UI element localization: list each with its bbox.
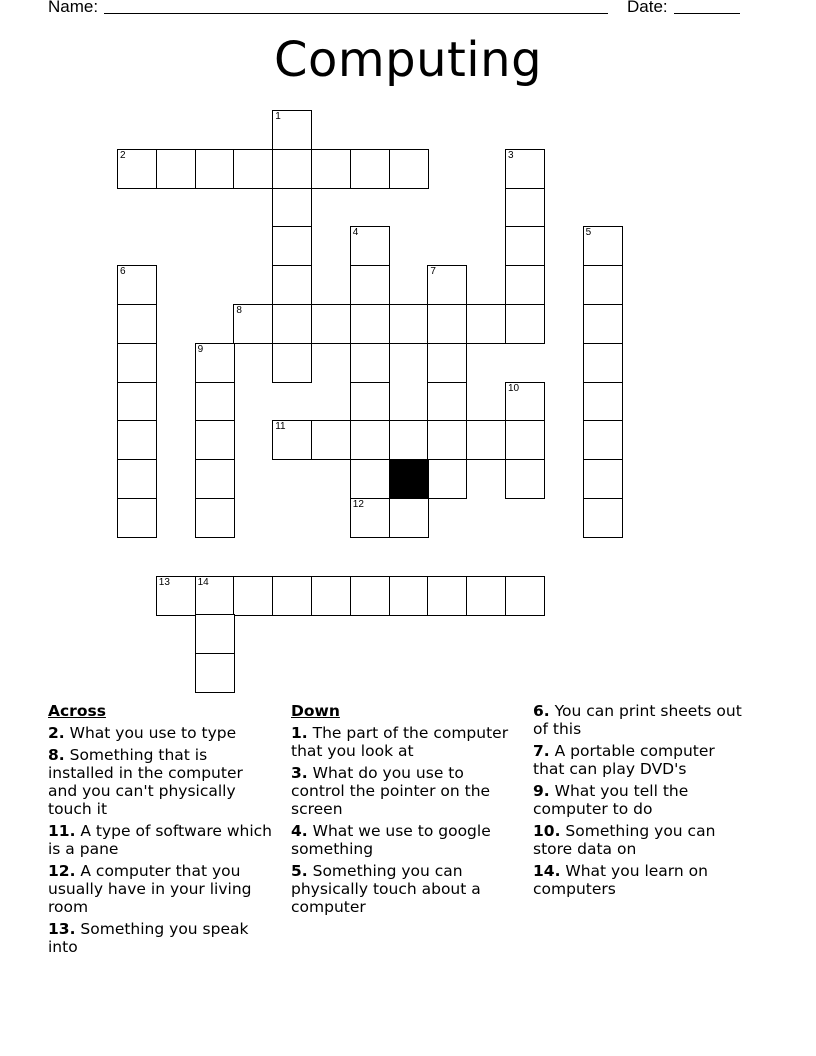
grid-cell[interactable] <box>118 266 156 304</box>
grid-cell[interactable] <box>234 577 272 615</box>
grid-cell[interactable] <box>467 421 505 459</box>
grid-cell[interactable] <box>351 305 389 343</box>
grid-cell[interactable] <box>428 305 466 343</box>
grid-cell[interactable] <box>273 189 311 227</box>
grid-cell[interactable] <box>351 460 389 498</box>
clue-number: 9 <box>197 343 204 355</box>
clue-number: 2 <box>120 149 126 161</box>
grid-cell[interactable] <box>118 499 156 537</box>
grid-cell[interactable] <box>584 227 622 265</box>
grid-cell[interactable] <box>506 266 544 304</box>
grid-cell[interactable] <box>157 577 195 615</box>
clue-number: 13 <box>158 576 170 588</box>
grid-cell[interactable] <box>273 111 311 149</box>
clue-number: 12 <box>352 499 364 510</box>
grid-cell[interactable] <box>506 305 544 343</box>
across-clue <box>48 822 276 858</box>
down-clue <box>291 764 519 818</box>
grid-cell[interactable] <box>390 150 428 188</box>
across-clue <box>48 724 276 742</box>
across-clue <box>48 920 276 956</box>
grid-cell[interactable] <box>196 344 234 382</box>
clue-text: Something you speak into <box>48 920 249 956</box>
clue-number: 11 <box>275 421 286 433</box>
grid-cell[interactable] <box>273 150 311 188</box>
grid-cell[interactable] <box>273 344 311 382</box>
down-clue-list-1 <box>291 724 519 916</box>
down-clue <box>291 822 519 858</box>
grid-cell[interactable] <box>506 189 544 227</box>
clue-num: 14. <box>533 862 561 880</box>
grid-cell[interactable] <box>506 150 544 188</box>
down-clue <box>533 822 743 858</box>
grid-black-square <box>390 460 428 498</box>
grid-cell[interactable] <box>506 383 544 421</box>
across-heading: Across <box>48 702 106 720</box>
grid-cell[interactable] <box>273 266 311 304</box>
grid-cell[interactable] <box>390 499 428 537</box>
clue-num: 12. <box>48 862 76 880</box>
puzzle-title: Computing <box>273 32 543 88</box>
clue-num: 5. <box>291 862 308 880</box>
grid-cell[interactable] <box>312 150 350 188</box>
grid-cell[interactable] <box>273 421 311 459</box>
clue-number: 3 <box>508 149 514 161</box>
grid-cell[interactable] <box>428 421 466 459</box>
clue-num: 8. <box>48 746 65 764</box>
grid-cell[interactable] <box>428 577 466 615</box>
grid-cell[interactable] <box>351 344 389 382</box>
clue-number: 7 <box>430 266 436 278</box>
clue-text: You can print sheets out of this <box>533 702 742 738</box>
grid-cell[interactable] <box>428 344 466 382</box>
grid-cell[interactable] <box>118 150 156 188</box>
clue-text: Something that is installed in the computer and you can't physically touch it <box>48 746 243 818</box>
grid-cell[interactable] <box>584 266 622 304</box>
clue-text: A type of software which is a pane <box>48 822 272 858</box>
grid-cell[interactable] <box>584 499 622 537</box>
grid-cell[interactable] <box>196 383 234 421</box>
clue-text: Something you can store data on <box>533 822 716 858</box>
down-clue <box>533 782 743 818</box>
down-clue <box>291 724 519 760</box>
clue-num: 7. <box>533 742 550 760</box>
grid-cell[interactable] <box>118 383 156 421</box>
grid-cell[interactable] <box>390 577 428 615</box>
clue-num: 3. <box>291 764 308 782</box>
clue-text: The part of the computer that you look at <box>291 724 509 760</box>
clue-text: What you use to type <box>64 724 237 742</box>
grid-cell[interactable] <box>506 421 544 459</box>
clue-num: 2. <box>48 724 65 742</box>
clue-text: Something you can physically touch about a computer <box>291 862 481 916</box>
grid-cell[interactable] <box>506 460 544 498</box>
grid-cell[interactable] <box>196 615 234 653</box>
grid-cell[interactable] <box>196 654 234 692</box>
grid-cell[interactable] <box>584 421 622 459</box>
down-clues-continued <box>533 702 743 902</box>
grid-cell[interactable] <box>312 577 350 615</box>
grid-cell[interactable] <box>196 421 234 459</box>
clue-text: A portable computer that can play DVD's <box>533 742 715 778</box>
clue-text: What do you use to control the pointer on the screen <box>291 764 491 818</box>
grid-cell[interactable] <box>196 577 234 615</box>
grid-cell[interactable] <box>351 227 389 265</box>
grid-cell[interactable] <box>234 150 272 188</box>
clue-number: 1 <box>275 111 281 122</box>
grid-cell[interactable] <box>351 421 389 459</box>
grid-cell[interactable] <box>234 305 272 343</box>
grid-cell[interactable] <box>428 460 466 498</box>
grid-cell[interactable] <box>196 460 234 498</box>
grid-cell[interactable] <box>584 344 622 382</box>
grid-cell[interactable] <box>196 150 234 188</box>
grid-cell[interactable] <box>584 460 622 498</box>
clue-text: What you learn on computers <box>533 862 708 898</box>
grid-cell[interactable] <box>312 421 350 459</box>
grid-cell[interactable] <box>118 344 156 382</box>
grid-cell[interactable] <box>118 460 156 498</box>
date-label: Date: <box>627 0 668 16</box>
down-clue-list-2 <box>533 702 743 898</box>
clue-num: 11. <box>48 822 76 840</box>
grid-cell[interactable] <box>506 227 544 265</box>
grid-cell[interactable] <box>390 421 428 459</box>
grid-cell[interactable] <box>351 266 389 304</box>
grid-cell[interactable] <box>390 305 428 343</box>
down-clue <box>533 742 743 778</box>
grid-cell[interactable] <box>506 577 544 615</box>
clue-number: 14 <box>197 576 209 588</box>
down-heading: Down <box>291 702 340 720</box>
clue-num: 1. <box>291 724 308 742</box>
across-clue-list <box>48 724 276 956</box>
clue-number: 8 <box>236 305 242 316</box>
grid-cell[interactable] <box>273 227 311 265</box>
across-clue <box>48 862 276 916</box>
clue-text: What you tell the computer to do <box>533 782 689 818</box>
grid-cell[interactable] <box>118 305 156 343</box>
clue-number: 5 <box>585 227 592 239</box>
grid-cell[interactable] <box>467 577 505 615</box>
down-clue <box>533 702 743 738</box>
grid-cell[interactable] <box>312 305 350 343</box>
grid-cell[interactable] <box>351 577 389 615</box>
clue-number: 10 <box>508 382 520 394</box>
grid-cell[interactable] <box>196 499 234 537</box>
grid-cell[interactable] <box>351 499 389 537</box>
down-clues <box>291 702 519 920</box>
clue-num: 6. <box>533 702 550 720</box>
grid-cell[interactable] <box>351 150 389 188</box>
clue-num: 9. <box>533 782 550 800</box>
grid-cell[interactable] <box>428 383 466 421</box>
grid-cell[interactable] <box>157 150 195 188</box>
name-label: Name: <box>48 0 99 16</box>
across-clues <box>48 702 276 960</box>
clue-number: 6 <box>120 266 126 278</box>
grid-cell[interactable] <box>118 421 156 459</box>
grid-cell[interactable] <box>273 577 311 615</box>
down-clue <box>533 862 743 898</box>
clue-text: A computer that you usually have in your living room <box>48 862 252 916</box>
across-clue <box>48 746 276 818</box>
clue-num: 13. <box>48 920 76 938</box>
clue-number: 4 <box>352 227 359 239</box>
grid-cell[interactable] <box>584 383 622 421</box>
grid-cell[interactable] <box>351 383 389 421</box>
clue-num: 10. <box>533 822 561 840</box>
clue-text: What we use to google something <box>291 822 491 858</box>
grid-cell[interactable] <box>584 305 622 343</box>
grid-cell[interactable] <box>273 305 311 343</box>
clue-num: 4. <box>291 822 308 840</box>
grid-cell[interactable] <box>467 305 505 343</box>
down-clue <box>291 862 519 916</box>
grid-cell[interactable] <box>428 266 466 304</box>
